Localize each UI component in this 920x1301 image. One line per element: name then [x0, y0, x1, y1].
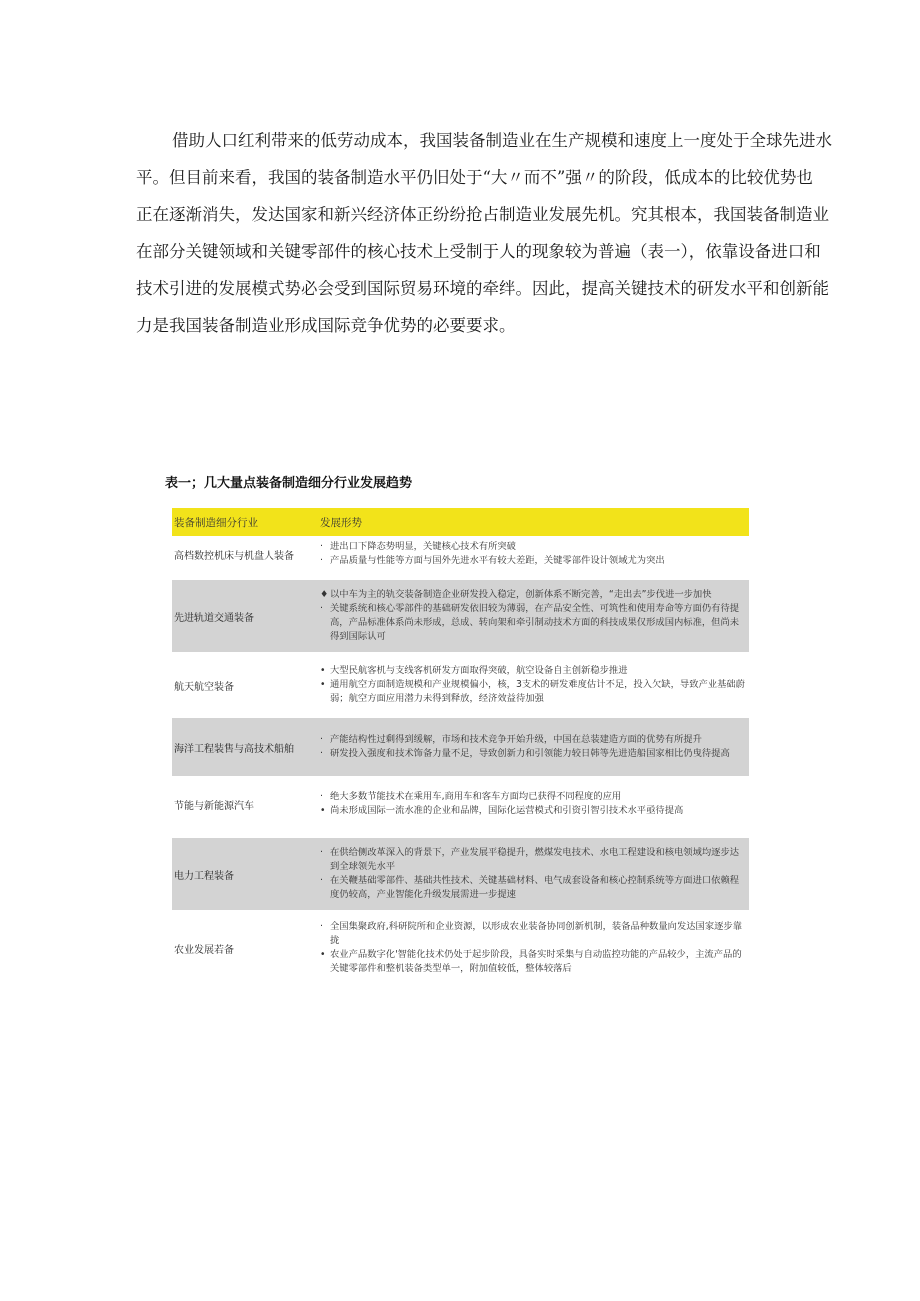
trend-item: · 在关鞭基础零部件、基础共性技术、关键基础材料、电气成套设备和核心控制系统等方面进口依赖程度仍较高，产业智能化升级发展需进一步提速 [320, 875, 740, 900]
row-separator [172, 710, 749, 718]
trend-item: • 尚未形成国际一流水准的企业和品牌，国际化运营模式和引资引智引技术水平亟待提高 [320, 805, 684, 816]
row-category: 航天航空装备 [174, 681, 234, 693]
row-trend [316, 838, 749, 910]
trend-item: • 通用航空方面制造规模和产业规模偏小，核，3支术的研发难度估计不足，投入欠缺，导致产业基础蔚弱；航空方面应用潜力未得到释放，经济效益待加强 [320, 679, 745, 704]
row-separator [172, 776, 749, 784]
header-trend: 发展形势 [316, 508, 749, 536]
row-trend [316, 918, 749, 978]
table-row [172, 536, 749, 572]
trend-item: ♦ 以中车为主的轨交装备制造企业研发投入稳定，创新体系不断完善，“走出去”步伐进一步加快 [320, 589, 712, 600]
row-category: 电力工程装备 [172, 838, 316, 910]
row-category: 高档数控机床与机盘人装备 [174, 550, 294, 562]
trend-item: · 关键系统和核心零部件的基础研发依旧较为薄弱，在产品安全性、可筑性和使用寿命等方面仍有待提高，产品标准体系尚未形成，总成、转向架和牵引制动技术方面的科技成果仅形成国内标准，但尚未得到国际认可 [320, 603, 740, 642]
row-separator [172, 572, 749, 580]
row-category: 海洋工程装售与高技术船舶 [172, 718, 316, 776]
row-trend [316, 660, 749, 710]
table-row [172, 918, 749, 978]
table-header-row [172, 508, 749, 536]
row-separator [172, 824, 749, 838]
row-category: 节能与新能源汽车 [174, 800, 254, 812]
table-row [172, 718, 749, 776]
row-separator [172, 652, 749, 660]
table-row [172, 784, 749, 824]
paragraph-line: 正在逐渐消失，发达国家和新兴经济体正纷纷抢占制造业发展先机。究其根本，我国装备制造业 [136, 205, 829, 224]
row-separator [172, 910, 749, 918]
table-row [172, 838, 749, 910]
row-trend [316, 580, 749, 652]
trend-item: · 进出口下降态势明显，关键核心技术有所突破 [320, 541, 516, 552]
body-paragraph [136, 122, 832, 344]
trend-item: · 研发投入强度和技术饰备力量不足，导致创新力和引领能力较日韩等先进造船国家相比仍曳待提高 [320, 748, 730, 759]
table-row [172, 660, 749, 710]
paragraph-line: 力是我国装备制造业形成国际竞争优势的必要要求。 [136, 316, 516, 335]
paragraph-line: 技术引进的发展模式势必会受到国际贸易环境的牵绊。因此，提高关键技术的研发水平和创新能 [136, 279, 829, 298]
paragraph-line: 借助人口红利带来的低劳动成本，我国装备制造业在生产规模和速度上一度处于全球先进水 [172, 131, 832, 150]
trend-item: · 产品质量与性能等方面与国外先进水平有较大差距，关键零部件设计领域尤为突出 [320, 555, 665, 566]
trend-table [172, 508, 749, 978]
paragraph-line: 平。但目前来看，我国的装备制造水平仍旧处于“大〃而不”强〃的阶段，低成本的比较优势也 [136, 168, 813, 187]
trend-item: · 产能结构性过剩得到缓解，市场和技术竞争开始升级，中国在总装建造方面的优势有所提升 [320, 734, 702, 745]
row-trend [316, 536, 749, 572]
row-trend [316, 718, 749, 776]
trend-item: • 农业产品数字化'智能化技术仍处于起步阶段，具备实时采集与自动监控功能的产品较少，主流产品的关键零部件和整机装备类型单一，附加值较低，整体较落后 [320, 949, 742, 974]
trend-item: • 大型民航客机与支线客机研发方面取得突破，航空设备自主创新稳步推进 [320, 665, 628, 676]
row-trend [316, 784, 749, 824]
row-category: 先进轨道交通装备 [172, 580, 316, 652]
trend-item: · 绝大多数节能技术在乘用车,商用车和客车方面均已获得不同程度的应用 [320, 791, 622, 802]
trend-item: · 在供给侧改革深入的背景下，产业发展平稳提升，燃煤发电技术、水电工程建设和核电领域均逐步达到全球领先水平 [320, 847, 740, 872]
paragraph-line: 在部分关键领域和关键零部件的核心技术上受制于人的现象较为普遍（表一），依靠设备进口和 [136, 242, 821, 261]
header-category: 装备制造细分行业 [172, 508, 316, 536]
table-row [172, 580, 749, 652]
row-category: 农业发展若备 [174, 944, 234, 956]
trend-item: · 全国集聚政府,科研院所和企业资源，以形成农业装备协同创新机制，装备品种数量向发达国家逐步靠拢 [320, 921, 743, 946]
table-caption: 表一；几大量点装备制造细分行业发展趋势 [165, 476, 413, 491]
